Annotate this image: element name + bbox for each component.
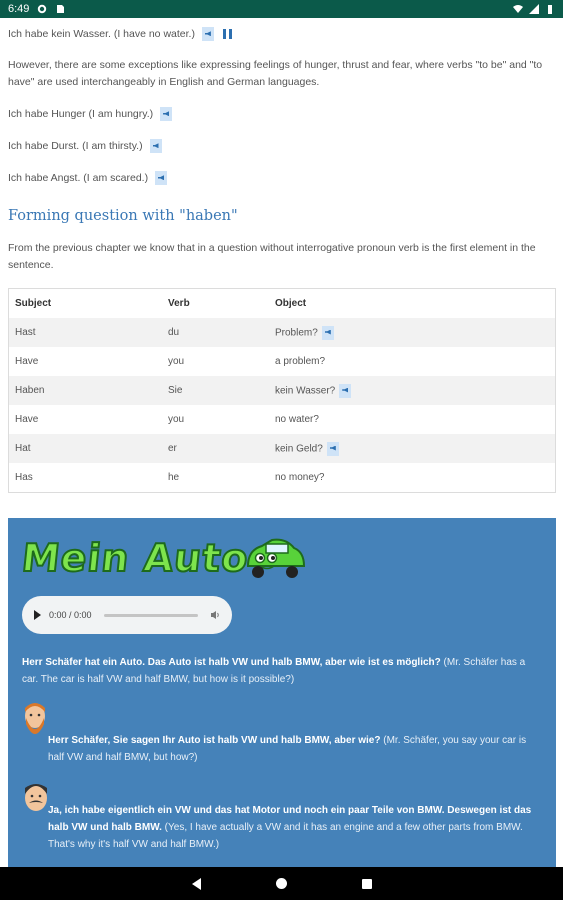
volume-icon[interactable] xyxy=(210,610,220,620)
header-subject: Subject xyxy=(15,298,52,309)
intro-paragraph: From the previous chapter we know that in a question without interrogative pronoun verb is the first element in the sentence. xyxy=(8,242,536,271)
play-audio-button[interactable] xyxy=(150,139,162,153)
signal-icon xyxy=(529,4,539,14)
cell-verb: you xyxy=(168,414,185,425)
question-table xyxy=(8,288,556,493)
cell-verb: he xyxy=(168,472,180,483)
status-bar xyxy=(0,0,563,18)
cell-subject: Have xyxy=(15,356,39,367)
example-sentence-1: Ich habe kein Wasser. (I have no water.) xyxy=(8,26,556,43)
avatar-mustache-icon xyxy=(22,780,50,816)
story-line-3: Ja, ich habe eigentlich ein VW und das hat Motor und noch ein paar Teile von BMW. Deswegen ist das halb VW und halb BMW. (Yes, I have actually a VW and it has an engine and a few other parts from BMW. That's why it's half VW and half BMW.) xyxy=(48,805,532,850)
status-time: 6:49 xyxy=(8,3,30,15)
cell-object: kein Wasser? xyxy=(269,384,555,398)
audio-player[interactable] xyxy=(22,596,232,634)
play-icon[interactable] xyxy=(34,610,41,620)
mein-auto-logo: Mein Auto xyxy=(22,532,312,588)
example-sentence-3: Ich habe Durst. (I am thirsty.) xyxy=(8,138,556,155)
cell-verb: er xyxy=(168,443,177,454)
table-row xyxy=(9,376,555,405)
table-header-row xyxy=(9,289,555,318)
gear-icon xyxy=(37,4,47,14)
example-sentence-4: Ich habe Angst. (I am scared.) xyxy=(8,170,556,187)
cell-object: no water? xyxy=(275,414,319,425)
home-icon[interactable] xyxy=(276,878,287,889)
play-audio-button[interactable] xyxy=(339,384,351,398)
play-audio-button[interactable] xyxy=(202,27,214,41)
cell-object: a problem? xyxy=(275,356,326,367)
play-audio-button[interactable] xyxy=(160,107,172,121)
table-row xyxy=(9,434,555,463)
progress-slider[interactable] xyxy=(104,614,198,617)
cell-verb: you xyxy=(168,356,185,367)
cell-subject: Hast xyxy=(15,327,36,338)
wifi-icon xyxy=(513,4,523,14)
cell-subject: Have xyxy=(15,414,39,425)
cell-verb: Sie xyxy=(168,385,183,396)
story-section xyxy=(8,518,556,867)
play-audio-button[interactable] xyxy=(327,442,339,456)
header-object: Object xyxy=(275,298,307,309)
recent-apps-icon[interactable] xyxy=(362,879,372,889)
table-row xyxy=(9,463,555,492)
pause-icon[interactable] xyxy=(223,29,232,39)
cell-subject: Has xyxy=(15,472,33,483)
play-audio-button[interactable] xyxy=(155,171,167,185)
sd-card-icon xyxy=(55,4,65,14)
cell-subject: Haben xyxy=(15,385,45,396)
cell-object: kein Geld? xyxy=(269,442,555,456)
table-row xyxy=(9,318,555,347)
header-verb: Verb xyxy=(168,298,190,309)
story-line-1: Herr Schäfer hat ein Auto. Das Auto ist halb VW und halb BMW, aber wie ist es möglich? (Mr. Schäfer has a car. The car is half VW and half BMW, but how is it possible?) xyxy=(22,657,526,685)
player-time: 0:00 / 0:00 xyxy=(49,610,92,620)
play-audio-button[interactable] xyxy=(322,326,334,340)
cell-object: Problem? xyxy=(269,326,555,340)
explanation-paragraph: However, there are some exceptions like expressing feelings of hunger, thrust and fear, where verbs "to be" and "to have" are used interchangeably in English and German languages. xyxy=(8,59,543,88)
table-row xyxy=(9,347,555,376)
cell-verb: du xyxy=(168,327,180,338)
section-title: Forming question with "haben" xyxy=(8,208,238,224)
battery-icon xyxy=(545,4,555,14)
cell-subject: Hat xyxy=(15,443,31,454)
avatar-redhead-icon xyxy=(22,700,48,744)
car-icon xyxy=(242,536,310,582)
lesson-content[interactable] xyxy=(0,18,563,867)
example-sentence-2: Ich habe Hunger (I am hungry.) xyxy=(8,106,556,123)
navigation-bar xyxy=(0,867,563,900)
story-line-2: Herr Schäfer, Sie sagen Ihr Auto ist halb VW und halb BMW, aber wie? (Mr. Schäfer, you say your car is half VW and half BMW, but how?) xyxy=(48,735,527,763)
cell-object: no money? xyxy=(275,472,325,483)
table-row xyxy=(9,405,555,434)
back-icon[interactable] xyxy=(192,878,201,890)
